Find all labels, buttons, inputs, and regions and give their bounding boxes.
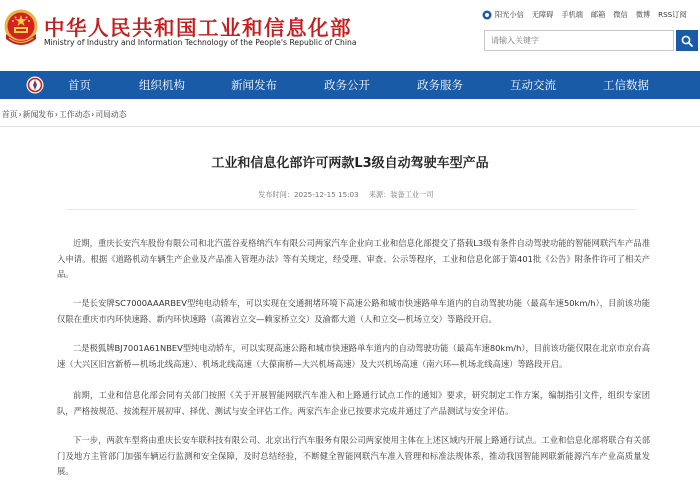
article-paragraph-4: 前期，工业和信息化部会同有关部门按照《关于开展智能网联汽车准入和上路通行试点工作的通知》要求，研究制定工作方案，编制指引文件，组织专家团队，严格按规范、按流程开展初审、择优、测试与安全评估工作。两家汽车企业已按要求完成并通过了产品测试与安全评估。	[57, 390, 650, 416]
sunshine-link-label: 阳光小信	[495, 10, 524, 19]
main-nav	[0, 71, 700, 99]
mail-link[interactable]: 邮箱	[590, 10, 606, 19]
article-meta	[258, 190, 433, 200]
article-paragraph-1: 近期，重庆长安汽车股份有限公司和北汽蓝谷麦格纳汽车有限公司两家汽车企业向工业和信息化部提交了搭载L3级有条件自动驾驶功能的智能网联汽车产品准入申请。根据《道路机动车辆生产企业及产品准入管理办法》等有关规定，经受理、审查、公示等程序，工业和信息化部于第401批《公告》附条件许可了相关产品。	[57, 238, 650, 279]
meta-divider	[66, 209, 636, 210]
search-input[interactable]	[484, 30, 674, 51]
nav-government-affairs[interactable]: 政务公开	[324, 78, 370, 92]
weibo-link[interactable]: 微博	[635, 10, 651, 19]
top-links	[482, 8, 687, 22]
nav-interaction[interactable]: 互动交流	[510, 78, 556, 92]
breadcrumb-home[interactable]: 首页	[2, 110, 18, 119]
sun-icon	[482, 10, 492, 20]
breadcrumb: 首页›新闻发布›工作动态›司局动态	[2, 110, 127, 119]
publish-time: 发布时间：2025-12-15 15:03	[258, 190, 359, 199]
nav-government-services[interactable]: 政务服务	[417, 78, 463, 92]
national-emblem-icon[interactable]	[3, 8, 39, 50]
article-paragraph-5: 下一步，两款车型将由重庆长安车联科技有限公司、北京出行汽车服务有限公司两家使用主体在上述区域内开展上路通行试点。工业和信息化部将联合有关部门及地方主管部门加强车辆运行监测和安全保障，及时总结经验，不断健全智能网联汽车准入管理和标准法规体系，推动我国智能网联新能源汽车产业高质量发展。	[57, 435, 650, 476]
nav-news[interactable]: 新闻发布	[231, 78, 277, 92]
breadcrumb-divider	[0, 126, 700, 127]
search-button[interactable]	[676, 30, 698, 51]
site-title: 中华人民共和国工业和信息化部	[44, 16, 352, 40]
breadcrumb-department-updates[interactable]: 司局动态	[95, 110, 127, 119]
nav-organization[interactable]: 组织机构	[139, 78, 185, 92]
miit-logo-icon[interactable]	[26, 76, 44, 94]
sunshine-link[interactable]	[482, 10, 524, 20]
breadcrumb-work-updates[interactable]: 工作动态	[59, 110, 91, 119]
article-paragraph-3: 二是极狐牌BJ7001A61NBEV型纯电动轿车，可以实现高速公路和城市快速路单车道内的自动驾驶功能（最高车速80km/h），目前该功能仅限在北京市京台高速（大兴区旧宫新桥—机场北线高速）、机场北线高速（大葆南桥—大兴机场高速）及大兴机场高速（南六环—机场北线高速）等路段开启。	[57, 343, 650, 369]
site-header	[0, 0, 700, 68]
search-icon	[681, 35, 693, 47]
article-source: 来源：装备工业一司	[368, 190, 434, 199]
accessibility-link[interactable]: 无障碍	[531, 10, 554, 19]
mobile-link[interactable]: 手机端	[561, 10, 583, 19]
site-subtitle: Ministry of Industry and Information Technology of the People's Republic of China	[44, 38, 357, 47]
breadcrumb-news[interactable]: 新闻发布	[22, 110, 54, 119]
rss-link[interactable]: RSS订阅	[658, 10, 687, 19]
article-paragraph-2: 一是长安牌SC7000AAARBEV型纯电动轿车，可以实现在交通拥堵环境下高速公路和城市快速路单车道内的自动驾驶功能（最高车速50km/h），目前该功能仅限在重庆市内环快速路、新内环快速路（高滩岩立交—赖家桥立交）及渝都大道（人和立交—机场立交）等路段开启。	[57, 298, 650, 324]
nav-data[interactable]: 工信数据	[603, 78, 649, 92]
nav-home[interactable]: 首页	[68, 78, 91, 92]
article-title: 工业和信息化部许可两款L3级自动驾驶车型产品	[211, 156, 489, 171]
wechat-link[interactable]: 微信	[613, 10, 628, 19]
